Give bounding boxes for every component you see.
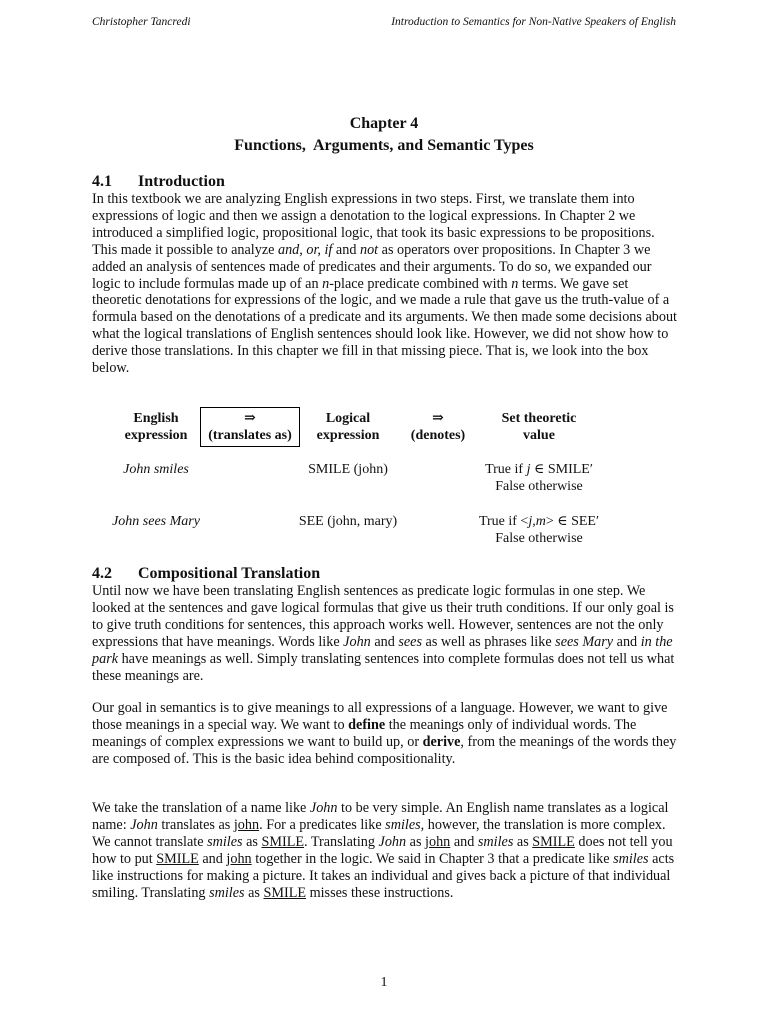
row1-logical: SMILE (john) — [308, 462, 388, 477]
header-author: Christopher Tancredi — [92, 16, 191, 28]
comp-paragraph-2: Our goal in semantics is to give meanings to all expressions of a language. However, we want to give those meanings in a special way. We want to define the meanings only of individual words. The meanings of complex expressions we want to build up, or derive, from the meanings of the words they are composed of. This is the basic idea behind compositionality. — [92, 700, 677, 767]
section-heading-4-1 — [92, 173, 225, 191]
comp-paragraph-1: Until now we have been translating English sentences as predicate logic formulas in one step. We looked at the sentences and gave logical formulas that give us their truth conditions. If our only goal is to give truth conditions for sentences, this approach works well. However, sentences are not the only expressions that have meanings. Words like John and sees as well as phrases like sees Mary and in the park have meanings as well. Simply translating sentences into complete formulas does not tell us what these meanings are. — [92, 583, 675, 684]
section-number: 4.1 — [92, 173, 112, 190]
chapter-title — [0, 113, 768, 157]
row2-value: True if <j,m> ∈ SEE′ False otherwise — [478, 514, 600, 546]
section-heading-4-2 — [92, 565, 320, 583]
arrow-icon: ⇒ — [432, 411, 444, 426]
header-value: Set theoretic value — [501, 411, 577, 443]
section-title: Compositional Translation — [138, 565, 321, 582]
comp-paragraph-3: We take the translation of a name like John to be very simple. An English name translates as a logical name: John translates as john. For a predicates like smiles, however, the translation is more complex. We cannot translate smiles as SMILE. Translating John as john and smiles as SMILE does not tell you how to put SMILE and john together in the logic. We said in Chapter 3 that a predicate like smiles acts like instructions for making a picture. It takes an individual and gives back a picture of that individual smiling. Translating smiles as SMILE misses these instructions. — [92, 800, 675, 901]
intro-paragraph: In this textbook we are analyzing English expressions in two steps. First, we translate them into expressions of logic and then we assign a denotation to the logical expressions. In Chapter 2 we introduced a simplified logic, propositional logic, that took its basic expressions to be propositions. This made it possible to analyze and, or, if and not as operators over propositions. In Chapter 3 we added an analysis of sentences made of predicates and their arguments. To do so, we expanded our logic to include formulas made up of an n-place predicate combined with n terms. We gave set theoretic denotations for expressions of the logic, and we made a rule that gave us the truth-value of a formula based on the denotations of a predicate and its arguments. We then made some decisions about what the logical translations of English sentences should look like. However, we did not show how to derive those translations. In this chapter we fill in that missing piece. That is, we look into the box below. — [92, 191, 677, 377]
row2-logical: SEE (john, mary) — [298, 514, 398, 529]
section-title: Introduction — [138, 173, 225, 190]
header-book-title: Introduction to Semantics for Non-Native Speakers of English — [391, 16, 676, 28]
chapter-name: Functions, Arguments, and Semantic Types — [234, 137, 534, 154]
header-english: English expression — [124, 411, 188, 443]
row1-english: John smiles — [123, 462, 189, 477]
row1-value: True if j ∈ SMILE′ False otherwise — [485, 462, 593, 494]
arrow-icon: ⇒ — [244, 411, 256, 426]
translates-as-box: ⇒ (translates as) — [200, 407, 300, 447]
section-number: 4.2 — [92, 565, 112, 582]
row2-english: John sees Mary — [112, 514, 200, 529]
chapter-number: Chapter 4 — [349, 115, 419, 132]
page-number: 1 — [380, 975, 388, 990]
header-denotes: ⇒ (denotes) — [400, 410, 476, 444]
header-logical: Logical expression — [316, 411, 380, 443]
running-header — [92, 16, 676, 28]
